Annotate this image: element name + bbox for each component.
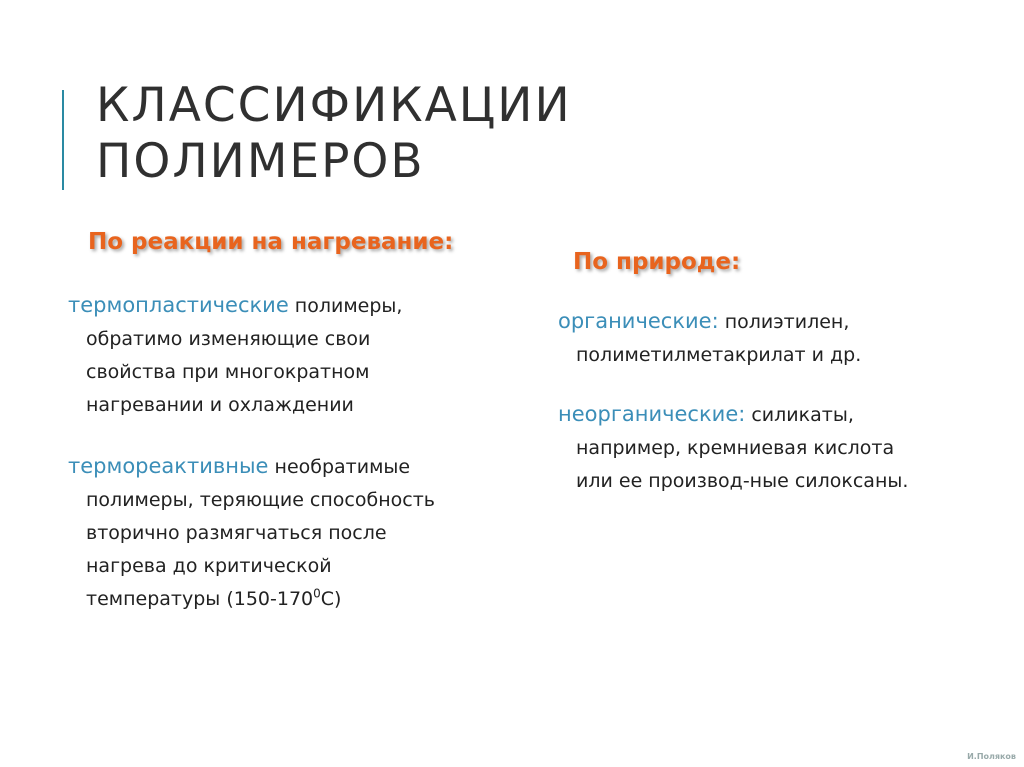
title-line-1: КЛАССИФИКАЦИИ [96, 78, 572, 133]
item-thermoset [68, 450, 435, 616]
thermoset-temp-prefix: температуры (150-170 [86, 588, 314, 610]
item-inorganic [558, 398, 908, 498]
inorganic-line-1: силикаты, [751, 404, 854, 426]
term-inorganic: неорганические: [558, 402, 746, 426]
term-thermoset: термореактивные [68, 454, 269, 478]
slide-title [96, 78, 572, 190]
heading-heat-reaction: По реакции на нагревание: [88, 229, 454, 255]
thermoplastic-line-3: свойства при многократном [86, 361, 370, 383]
thermoplastic-line-4: нагревании и охлаждении [86, 394, 354, 416]
term-organic: органические: [558, 309, 719, 333]
title-accent-bar [62, 90, 64, 190]
organic-line-2: полиметилметакрилат и др. [576, 344, 862, 366]
thermoset-temp-sup: 0 [313, 586, 321, 601]
inorganic-line-3: или ее производ-ные силоксаны. [576, 470, 909, 492]
item-organic [558, 305, 861, 372]
thermoset-line-1: необратимые [274, 456, 411, 478]
thermoplastic-line-2: обратимо изменяющие свои [86, 328, 371, 350]
thermoset-line-2: полимеры, теряющие способность [86, 489, 435, 511]
thermoset-temp-suffix: С) [320, 588, 342, 610]
heading-by-nature: По природе: [573, 249, 741, 275]
term-thermoplastic: термопластические [68, 293, 289, 317]
thermoset-line-5 [68, 583, 435, 616]
thermoplastic-line-1: полимеры, [294, 295, 403, 317]
item-thermoplastic [68, 289, 402, 422]
footer-watermark: И.Поляков [967, 752, 1016, 761]
organic-line-1: полиэтилен, [724, 311, 850, 333]
inorganic-line-2: например, кремниевая кислота [576, 437, 895, 459]
thermoset-line-4: нагрева до критической [86, 555, 332, 577]
title-line-2: ПОЛИМЕРОВ [96, 134, 425, 189]
thermoset-line-3: вторично размягчаться после [86, 522, 387, 544]
